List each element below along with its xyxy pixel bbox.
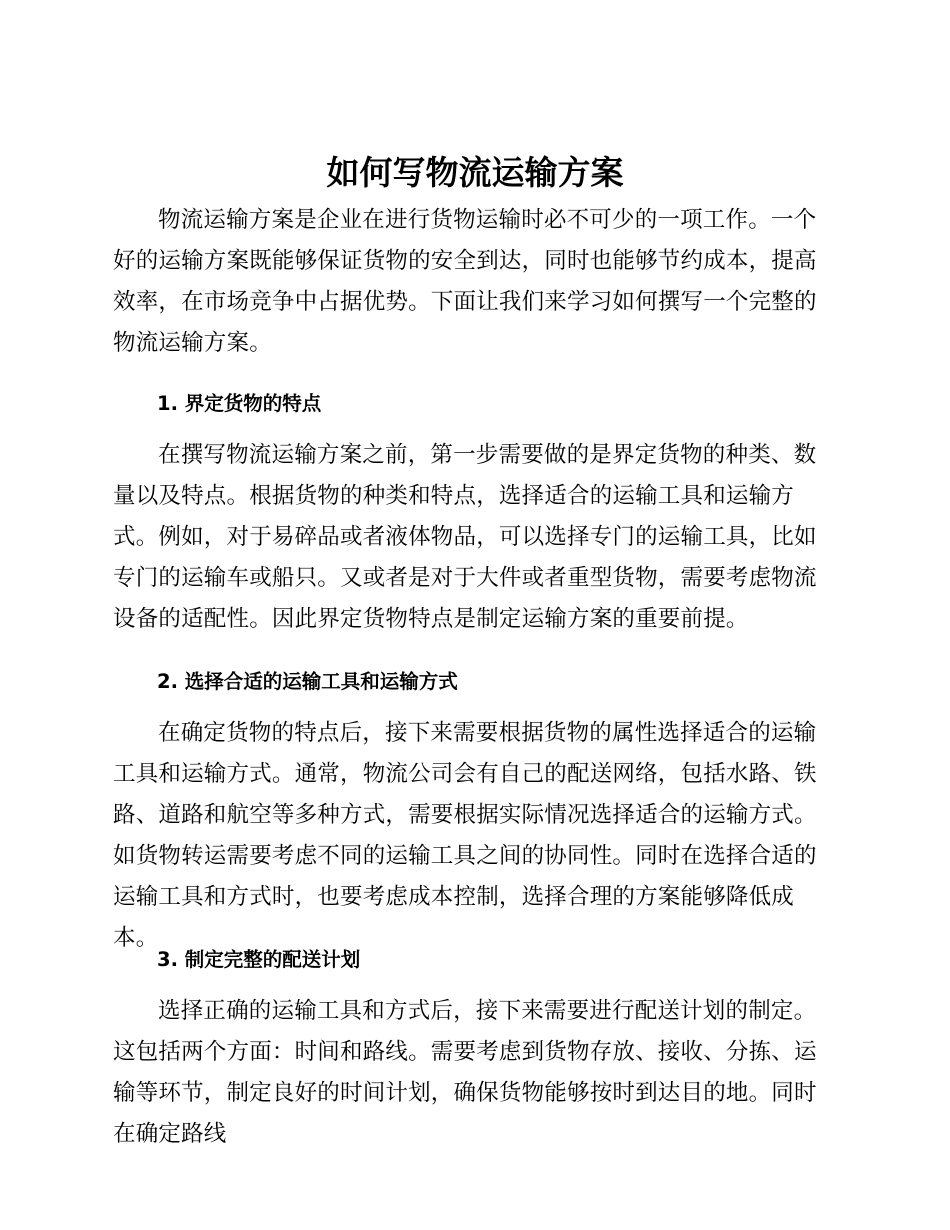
section-body-1: 在撰写物流运输方案之前，第一步需要做的是界定货物的种类、数量以及特点。根据货物的种类和特点，选择适合的运输工具和运输方式。例如，对于易碎品或者液体物品，可以选择专门的运输工具，比如专门的运输车或船只。又或者是对于大件或者重型货物，需要考虑物流设备的适配性。因此界定货物特点是制定运输方案的重要前提。	[113, 442, 817, 632]
document-title: 如何写物流运输方案	[326, 153, 624, 192]
section-heading-1: 1. 界定货物的特点	[157, 392, 322, 415]
intro-paragraph: 物流运输方案是企业在进行货物运输时必不可少的一项工作。一个好的运输方案既能够保证货物的安全到达，同时也能够节约成本，提高效率，在市场竞争中占据优势。下面让我们来学习如何撰写一个完整的物流运输方案。	[113, 207, 817, 356]
section-heading-2: 2. 选择合适的运输工具和运输方式	[157, 670, 458, 693]
section-body-3: 选择正确的运输工具和方式后，接下来需要进行配送计划的制定。这包括两个方面：时间和路线。需要考虑到货物存放、接收、分拣、运输等环节，制定良好的时间计划，确保货物能够按时到达目的地。同时在确定路线	[113, 998, 817, 1147]
section-heading-3: 3. 制定完整的配送计划	[157, 948, 361, 971]
section-body-2: 在确定货物的特点后，接下来需要根据货物的属性选择适合的运输工具和运输方式。通常，物流公司会有自己的配送网络，包括水路、铁路、道路和航空等多种方式，需要根据实际情况选择适合的运输方式。如货物转运需要考虑不同的运输工具之间的协同性。同时在选择合适的运输工具和方式时，也要考虑成本控制，选择合理的方案能够降低成本。	[113, 720, 817, 951]
